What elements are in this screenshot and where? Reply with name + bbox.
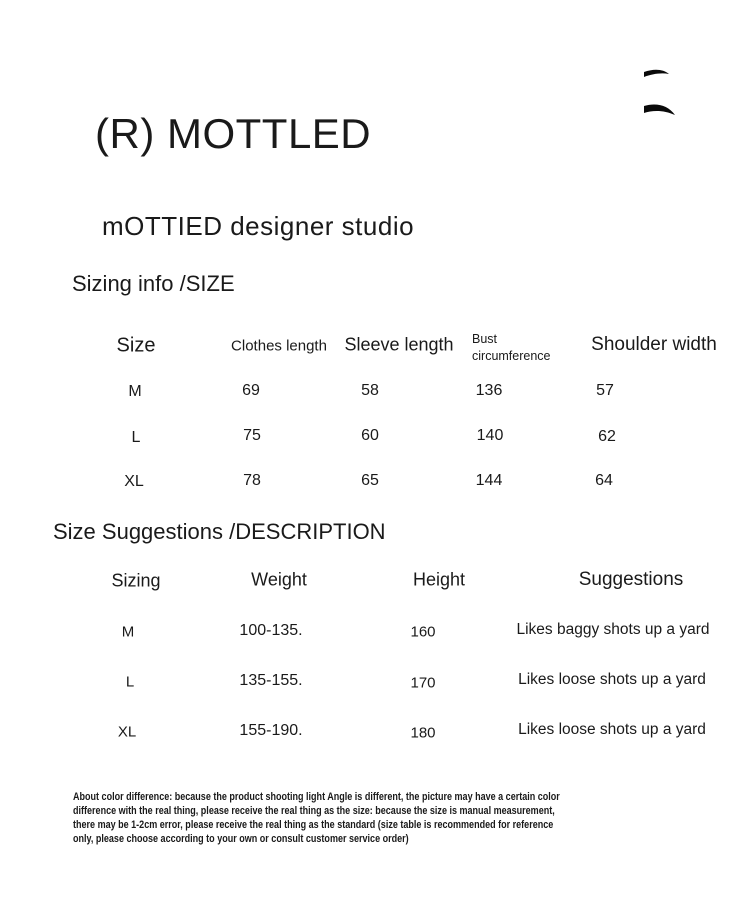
cell-sleeve-length: 58	[361, 382, 379, 399]
cell-weight: 155-190.	[239, 722, 303, 739]
sizing-col-header: Sizing	[111, 570, 161, 591]
sizing-section-title: Sizing info /SIZE	[72, 271, 235, 296]
suggestions-section-title: Size Suggestions /DESCRIPTION	[53, 519, 386, 544]
cropped-logo-fragment-icon	[644, 68, 678, 118]
suggestions-col-header: Suggestions	[578, 569, 684, 590]
cell-height: 180	[410, 724, 436, 742]
cell-height: 160	[410, 623, 436, 641]
brand-title: (R) MOTTLED	[95, 110, 372, 157]
cell-suggestion: Likes baggy shots up a yard	[516, 621, 710, 638]
cell-height: 170	[410, 674, 436, 692]
cell-shoulder: 57	[596, 382, 614, 399]
cell-bust: 140	[476, 427, 504, 444]
cell-sizing: XL	[117, 723, 137, 741]
cell-shoulder: 64	[595, 472, 613, 489]
bust-circumference-col-header: Bust circumference	[472, 332, 551, 363]
cell-bust: 144	[475, 472, 503, 489]
brand-subtitle: mOTTIED designer studio	[102, 211, 415, 241]
cell-size: L	[131, 429, 141, 446]
cell-weight: 100-135.	[239, 622, 303, 639]
cell-sizing: M	[121, 623, 135, 641]
height-col-header: Height	[412, 569, 466, 590]
cell-shoulder: 62	[598, 428, 616, 445]
cell-sleeve-length: 60	[361, 427, 379, 444]
cell-bust: 136	[475, 382, 503, 399]
cell-suggestion: Likes loose shots up a yard	[518, 671, 706, 688]
cell-clothes-length: 78	[243, 472, 261, 489]
clothes-length-col-header: Clothes length	[231, 337, 327, 355]
cell-sleeve-length: 65	[361, 472, 379, 489]
cell-weight: 135-155.	[239, 672, 303, 689]
cell-clothes-length: 69	[242, 382, 260, 399]
cell-size: XL	[124, 473, 144, 490]
weight-col-header: Weight	[251, 569, 307, 590]
cell-sizing: L	[125, 673, 135, 691]
color-difference-disclaimer: About color difference: because the product shooting light Angle is different, the picture may have a certain color difference with the real thing, please receive the real thing as the size: because the size is manual measurement, there may be 1-2cm error, please receive the real thing as the standard (size table is recommended for reference only, please choose according to your own or consult customer service order)	[73, 791, 560, 845]
cell-suggestion: Likes loose shots up a yard	[518, 721, 706, 738]
size-col-header: Size	[116, 334, 156, 357]
cell-clothes-length: 75	[243, 427, 261, 444]
cell-size: M	[128, 383, 142, 400]
shoulder-width-col-header: Shoulder width	[591, 334, 717, 355]
sleeve-length-col-header: Sleeve length	[344, 334, 454, 355]
